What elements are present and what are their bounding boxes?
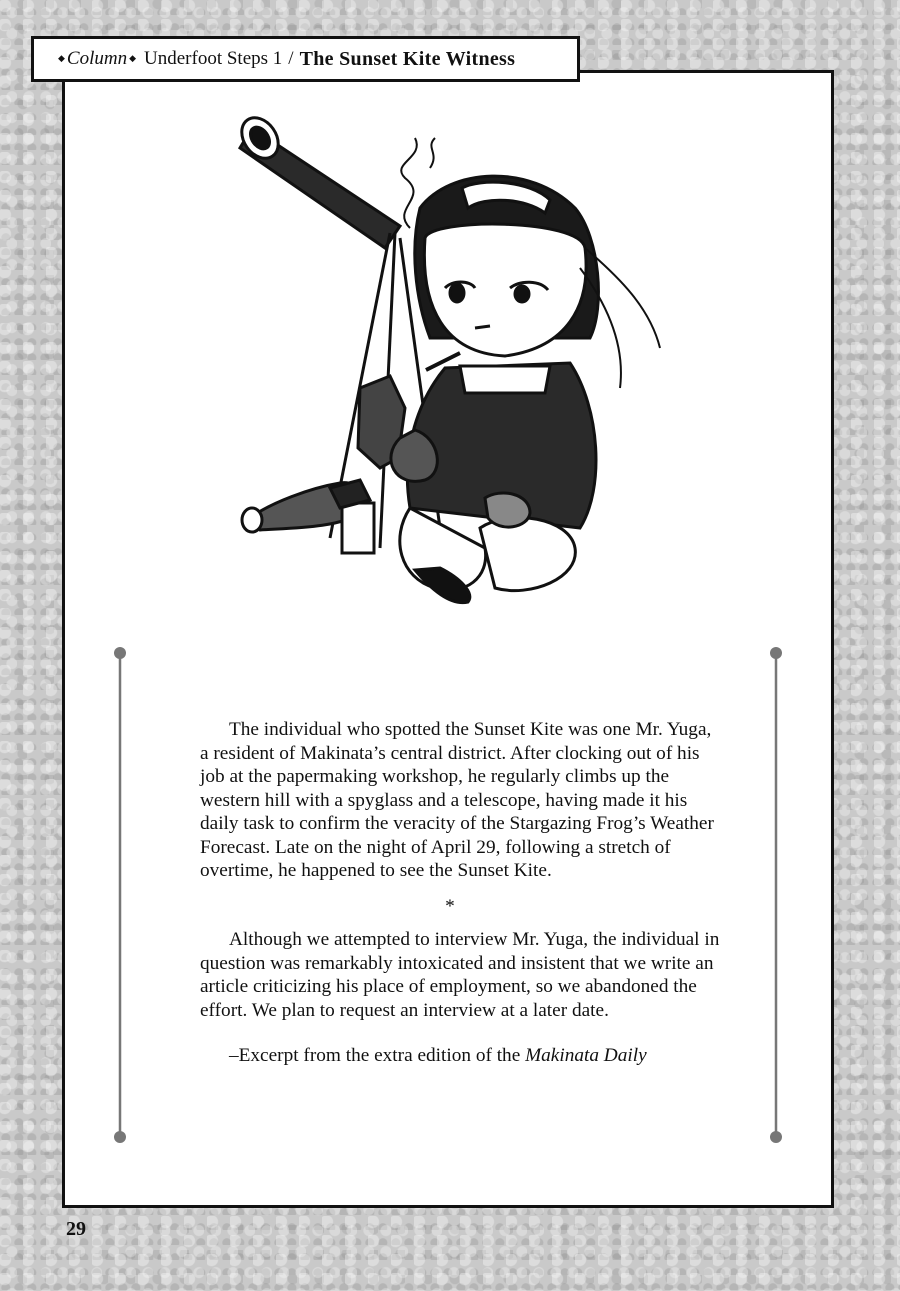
title-separator: /	[288, 48, 294, 69]
diamond-ornament-icon: ◆	[129, 52, 137, 63]
publication-name: Makinata Daily	[525, 1045, 647, 1066]
section-divider: *	[445, 895, 455, 917]
left-ornamental-bracket	[114, 645, 126, 1145]
article-body	[200, 718, 720, 1068]
column-header-banner	[31, 36, 580, 82]
diamond-ornament-icon: ◆	[58, 52, 65, 63]
article-paragraph: Although we attempted to interview Mr. Yuga, the individual in question was remarkably intoxicated and insistent that we write an article criticizing his place of employment, so we abandoned the effort. We plan to request an interview at a later date.	[200, 929, 720, 1021]
character-drawing	[391, 176, 660, 602]
right-ornamental-bracket	[770, 645, 782, 1145]
column-label: Column	[66, 48, 128, 69]
series-title: Underfoot Steps 1	[144, 48, 283, 69]
source-credit	[200, 1044, 720, 1068]
page-number: 29	[66, 1218, 86, 1240]
credit-prefix: –Excerpt from the extra edition of the	[229, 1045, 521, 1066]
feature-title: The Sunset Kite Witness	[299, 47, 516, 70]
article-paragraph: The individual who spotted the Sunset Kite was one Mr. Yuga, a resident of Makinata’s central district. After clocking out of his job at the papermaking workshop, he regularly climbs up the western hill with a spyglass and a telescope, having made it his daily task to confirm the veracity of the Stargazing Frog’s Weather Forecast. Late on the night of April 29, following a stretch of overtime, he happened to see the Sunset Kite.	[200, 719, 714, 881]
character-illustration	[230, 108, 680, 618]
